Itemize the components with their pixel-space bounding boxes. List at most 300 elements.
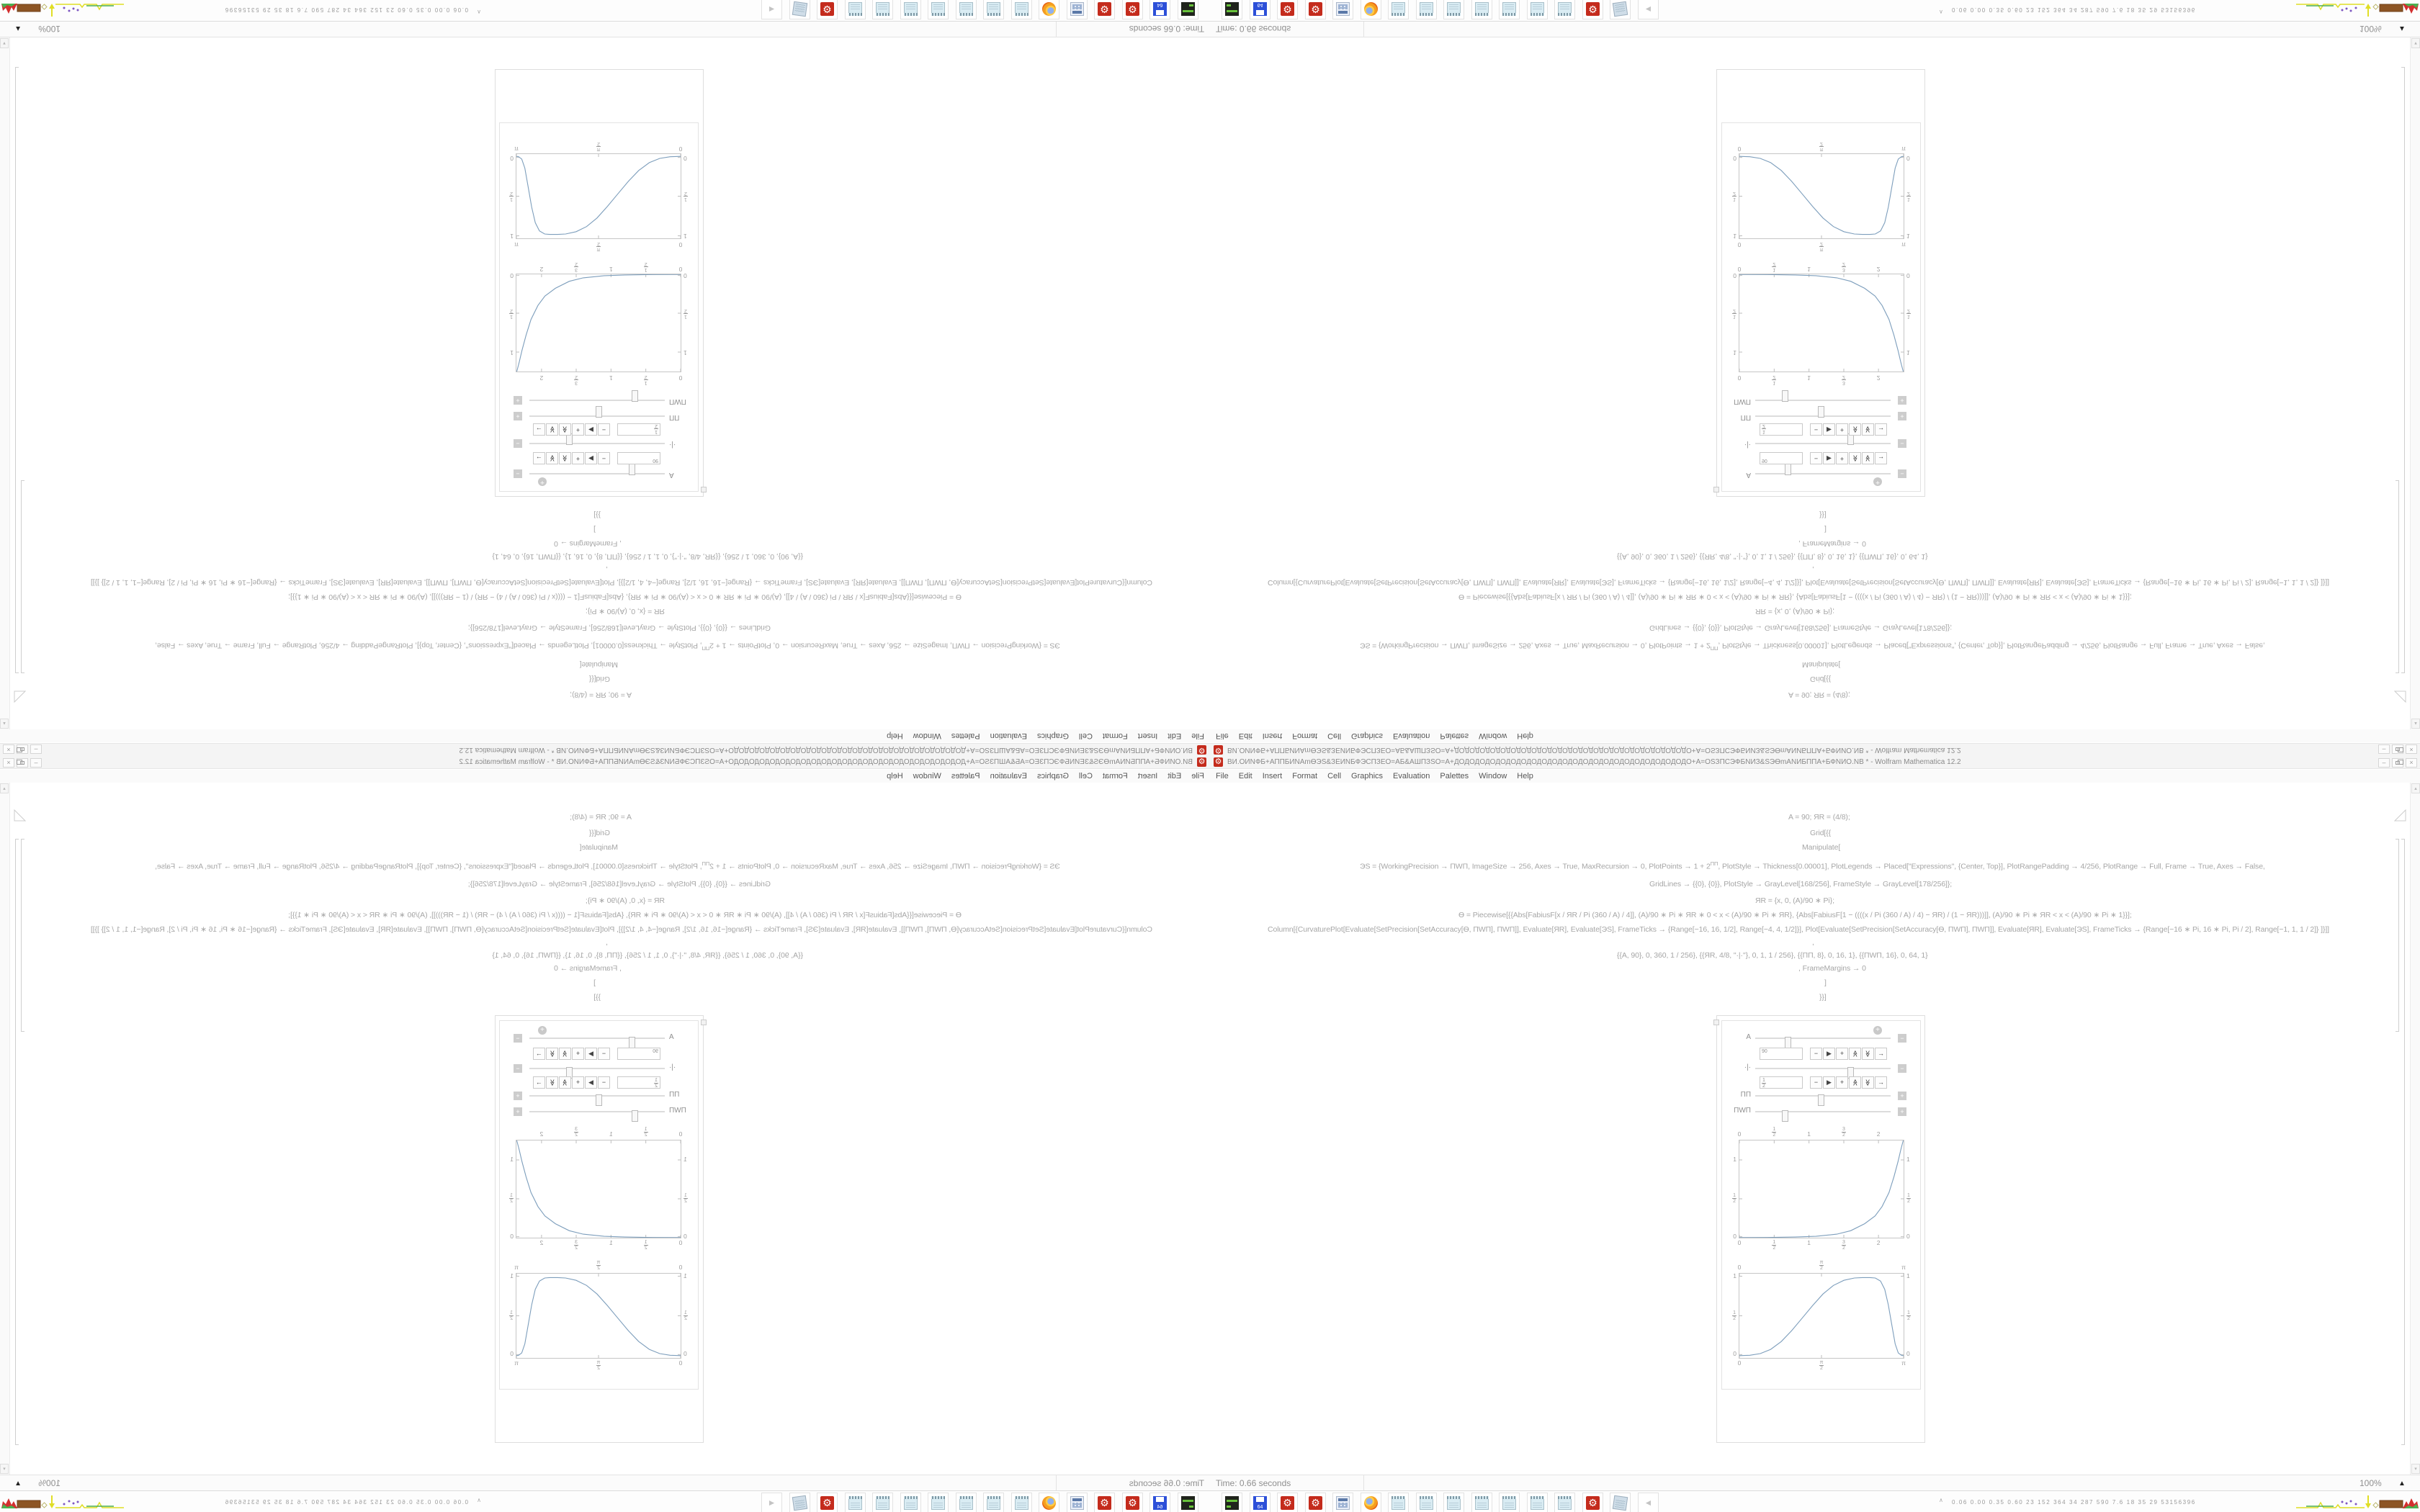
- code-line[interactable]: Grid[{{: [588, 675, 610, 683]
- slider-track[interactable]: [1755, 1095, 1891, 1097]
- menu-item-insert[interactable]: Insert: [1262, 772, 1283, 780]
- code-line[interactable]: ,: [606, 938, 608, 947]
- increment-button[interactable]: +: [1836, 1048, 1848, 1060]
- taskbar-speaker-icon[interactable]: [1638, 1493, 1659, 1512]
- close-button[interactable]: ×: [3, 758, 14, 768]
- collapse-control-icon[interactable]: −: [1898, 1034, 1906, 1043]
- cell-bracket-outer[interactable]: [2401, 839, 2405, 1445]
- faster-button[interactable]: ≪: [1849, 1048, 1861, 1060]
- minimize-button[interactable]: –: [2378, 758, 2390, 768]
- menu-item-cell[interactable]: Cell: [1078, 772, 1093, 780]
- taskbar-gear-icon[interactable]: [1305, 1493, 1326, 1512]
- taskbar-note-icon[interactable]: [1554, 1493, 1575, 1512]
- taskbar-drive-icon[interactable]: [1222, 1493, 1242, 1512]
- code-line[interactable]: {{A, 90}, 0, 360, 1 / 256}, {{ЯR, 4/8, "·|·"}, 0, 1, 1 / 256}, {{ПП, 8}, 0, 16, 1}, {{ПWП, 16}, 0, 64, 1}: [492, 951, 803, 960]
- restore-button[interactable]: [17, 744, 28, 754]
- manipulate-options-icon[interactable]: +: [538, 477, 547, 486]
- play-button[interactable]: ▶: [585, 1076, 597, 1089]
- value-input[interactable]: 90: [1760, 1048, 1803, 1060]
- taskbar-note-icon[interactable]: [1471, 1493, 1492, 1512]
- value-input[interactable]: 90: [617, 452, 660, 464]
- slider-thumb[interactable]: [629, 1037, 635, 1048]
- increment-button[interactable]: +: [1836, 423, 1848, 436]
- slider-thumb[interactable]: [1785, 1037, 1791, 1048]
- decrement-button[interactable]: −: [1810, 423, 1822, 436]
- taskbar-note-icon[interactable]: [928, 0, 949, 19]
- expand-control-icon[interactable]: +: [1898, 1092, 1906, 1100]
- taskbar-gear-icon[interactable]: [817, 1493, 838, 1512]
- menu-item-file[interactable]: File: [1216, 732, 1229, 740]
- decrement-button[interactable]: −: [598, 423, 610, 436]
- play-button[interactable]: ▶: [1823, 423, 1835, 436]
- taskbar-calc-icon[interactable]: [1332, 1493, 1353, 1512]
- code-line[interactable]: GridLines → {{0}, {0}}, PlotStyle → GrayLevel[168/256], FrameStyle → GrayLevel[178/256]};: [1649, 624, 1953, 632]
- taskbar-floppy-icon[interactable]: [1250, 1493, 1270, 1512]
- slider-thumb[interactable]: [1785, 464, 1791, 475]
- slower-button[interactable]: ≪: [1862, 1048, 1874, 1060]
- menu-item-edit[interactable]: Edit: [1168, 732, 1182, 740]
- collapse-control-icon[interactable]: −: [514, 1064, 522, 1073]
- menu-item-palettes[interactable]: Palettes: [951, 772, 980, 780]
- expand-control-icon[interactable]: +: [1898, 412, 1906, 420]
- decrement-button[interactable]: −: [1810, 452, 1822, 464]
- code-line[interactable]: GridLines → {{0}, {0}}, PlotStyle → GrayLevel[168/256], FrameStyle → GrayLevel[178/256]};: [467, 880, 771, 888]
- restore-button[interactable]: [2392, 758, 2403, 768]
- zoom-level-label[interactable]: 100%: [38, 24, 60, 34]
- faster-button[interactable]: ≪: [1849, 423, 1861, 436]
- code-line[interactable]: }}]: [593, 993, 601, 1002]
- code-line[interactable]: Grid[{{: [588, 829, 610, 837]
- expand-control-icon[interactable]: +: [514, 1107, 522, 1116]
- taskbar-note-icon[interactable]: [1527, 0, 1548, 19]
- increment-button[interactable]: +: [1836, 452, 1848, 464]
- taskbar-note-icon[interactable]: [1416, 0, 1437, 19]
- taskbar-note-icon[interactable]: [1554, 0, 1575, 19]
- decrement-button[interactable]: −: [1810, 1048, 1822, 1060]
- taskbar-firefox-icon[interactable]: [1361, 1493, 1381, 1512]
- taskbar-gear-icon[interactable]: [1582, 0, 1603, 19]
- taskbar-note-icon[interactable]: [928, 1493, 949, 1512]
- scroll-down-icon[interactable]: ▾: [0, 38, 9, 48]
- menu-item-window[interactable]: Window: [913, 772, 941, 780]
- zoom-level-label[interactable]: 100%: [38, 1478, 60, 1488]
- play-button[interactable]: ▶: [1823, 1048, 1835, 1060]
- minimize-button[interactable]: –: [2378, 744, 2390, 754]
- menu-item-graphics[interactable]: Graphics: [1351, 772, 1384, 780]
- value-input[interactable]: 90: [1760, 452, 1803, 464]
- zoom-dropdown-icon[interactable]: ▲: [14, 24, 22, 32]
- menu-item-file[interactable]: File: [1191, 772, 1204, 780]
- code-line[interactable]: Ѳ = Piecewise[{{Abs[FabiusF[x / ЯR / Pi (360 / A) / 4]], (A)/90 ∗ Pi ∗ ЯR ∗ 0 < x < (A)/90 ∗ Pi ∗ ЯR}, {Abs[FabiusF[1 − ((((x / Pi (360 / A) / 4) − ЯR) / (1 − ЯR)))]], (A)/90 ∗ Pi ∗ ЯR < x < (A)/90 ∗ Pi ∗ 1}}];: [1458, 911, 2132, 919]
- taskbar-gear-icon[interactable]: [1277, 0, 1298, 19]
- window-titlebar[interactable]: [1210, 756, 2420, 769]
- slider-track[interactable]: [529, 415, 665, 417]
- code-line[interactable]: Column[{CurvaturePlot[Evaluate[SetPrecision[SetAccuracy[Ѳ, ПWП], ПWП]], Evaluate[ЯR], Evaluate[ЭS], FrameTicks → {Range[−16, 16, 1/2], Range[−4, 4, 1/2]}], Plot[Evaluate[SetPrecision[SetAccuracy[Ѳ, ПWП], ПWП]], Evaluate[ЯR], Evaluate[ЭS], FrameTicks → {Range[−16 ∗ Pi, 16 ∗ Pi, Pi / 2], Range[−1, 1, 1 / 2]} ]}]]: [91, 925, 1152, 934]
- cell-bracket-inner[interactable]: [21, 839, 24, 1032]
- slider-track[interactable]: [1755, 415, 1891, 417]
- slower-button[interactable]: ≪: [546, 452, 558, 464]
- taskbar-floppy-icon[interactable]: [1250, 0, 1270, 19]
- taskbar-paper-icon[interactable]: [1610, 0, 1631, 19]
- code-line[interactable]: ,: [1812, 938, 1814, 947]
- code-line[interactable]: ЭS = {WorkingPrecision → ПWП, ImageSize → 256, Axes → True, MaxRecursion → 0, PlotPoints → $1 + 2^{ПП}$, PlotStyle → Thickness[0.00001], PlotLegends → Placed["Expressions", {Center, Top}], PlotRangePadding → 4/256, PlotRange → Full, Frame → True, Axes → False,: [1360, 860, 2265, 871]
- taskbar-note-icon[interactable]: [1499, 1493, 1520, 1512]
- taskbar-note-icon[interactable]: [872, 1493, 893, 1512]
- zoom-level-label[interactable]: 100%: [2360, 24, 2382, 34]
- taskbar-drive-icon[interactable]: [1178, 0, 1198, 19]
- taskbar-floppy-icon[interactable]: [1150, 0, 1170, 19]
- minimize-button[interactable]: –: [30, 758, 42, 768]
- zoom-dropdown-icon[interactable]: ▲: [2398, 24, 2406, 32]
- taskbar-note-icon[interactable]: [1443, 1493, 1464, 1512]
- taskbar-gear-icon[interactable]: [1094, 1493, 1115, 1512]
- slider-track[interactable]: [1755, 1111, 1891, 1112]
- minimize-button[interactable]: –: [30, 744, 42, 754]
- close-button[interactable]: ×: [2406, 744, 2417, 754]
- taskbar-gear-icon[interactable]: [1277, 1493, 1298, 1512]
- code-line[interactable]: ЯR = {x, 0, (A)/90 ∗ Pi};: [1755, 896, 1834, 905]
- menu-item-file[interactable]: File: [1216, 772, 1229, 780]
- menu-item-insert[interactable]: Insert: [1262, 732, 1283, 740]
- collapse-control-icon[interactable]: −: [1898, 439, 1906, 448]
- decrement-button[interactable]: −: [598, 452, 610, 464]
- menu-item-palettes[interactable]: Palettes: [1440, 732, 1469, 740]
- slider-track[interactable]: [529, 1068, 665, 1069]
- code-line[interactable]: ]: [593, 978, 596, 987]
- play-button[interactable]: ▶: [585, 423, 597, 436]
- menu-item-window[interactable]: Window: [1479, 772, 1507, 780]
- reset-button[interactable]: →: [533, 1076, 545, 1089]
- increment-button[interactable]: +: [572, 1076, 584, 1089]
- taskbar-note-icon[interactable]: [1011, 1493, 1032, 1512]
- code-line[interactable]: , FrameMargins → 0: [1798, 539, 1866, 548]
- menu-item-edit[interactable]: Edit: [1238, 732, 1252, 740]
- zoom-level-label[interactable]: 100%: [2360, 1478, 2382, 1488]
- taskbar-note-icon[interactable]: [845, 1493, 866, 1512]
- code-line[interactable]: Column[{CurvaturePlot[Evaluate[SetPrecision[SetAccuracy[Ѳ, ПWП], ПWП]], Evaluate[ЯR], Evaluate[ЭS], FrameTicks → {Range[−16, 16, 1/2], Range[−4, 4, 1/2]}], Plot[Evaluate[SetPrecision[SetAccuracy[Ѳ, ПWП], ПWП]], Evaluate[ЯR], Evaluate[ЭS], FrameTicks → {Range[−16 ∗ Pi, 16 ∗ Pi, Pi / 2], Range[−1, 1, 1 / 2]} ]}]]: [1268, 578, 2329, 587]
- decrement-button[interactable]: −: [1810, 1076, 1822, 1089]
- slider-thumb[interactable]: [596, 406, 602, 418]
- slider-thumb[interactable]: [596, 1094, 602, 1106]
- notebook-content[interactable]: [10, 37, 1210, 729]
- faster-button[interactable]: ≪: [559, 452, 571, 464]
- taskbar-firefox-icon[interactable]: [1039, 0, 1059, 19]
- menu-item-graphics[interactable]: Graphics: [1351, 732, 1384, 740]
- code-line[interactable]: ЯR = {x, 0, (A)/90 ∗ Pi};: [1755, 607, 1834, 616]
- slider-track[interactable]: [1755, 473, 1891, 474]
- play-button[interactable]: ▶: [585, 1048, 597, 1060]
- taskbar-calc-icon[interactable]: [1067, 0, 1088, 19]
- code-line[interactable]: GridLines → {{0}, {0}}, PlotStyle → GrayLevel[168/256], FrameStyle → GrayLevel[178/256]};: [467, 624, 771, 632]
- restore-button[interactable]: [2392, 744, 2403, 754]
- taskbar-note-icon[interactable]: [1388, 0, 1409, 19]
- cell-bracket-inner[interactable]: [2396, 839, 2399, 1032]
- code-line[interactable]: Manipulate[: [579, 843, 618, 852]
- reset-button[interactable]: →: [533, 423, 545, 436]
- slider-track[interactable]: [1755, 1038, 1891, 1039]
- taskbar-speaker-icon[interactable]: [1638, 0, 1659, 19]
- code-line[interactable]: ]: [593, 525, 596, 534]
- value-input[interactable]: 90: [617, 1048, 660, 1060]
- taskbar-gear-icon[interactable]: [1122, 0, 1143, 19]
- notebook-content[interactable]: [1210, 37, 2410, 729]
- close-button[interactable]: ×: [2406, 758, 2417, 768]
- slower-button[interactable]: ≪: [546, 1048, 558, 1060]
- taskbar-paper-icon[interactable]: [1610, 1493, 1631, 1512]
- code-line[interactable]: Ѳ = Piecewise[{{Abs[FabiusF[x / ЯR / Pi (360 / A) / 4]], (A)/90 ∗ Pi ∗ ЯR ∗ 0 < x < (A)/90 ∗ Pi ∗ ЯR}, {Abs[FabiusF[1 − ((((x / Pi (360 / A) / 4) − ЯR) / (1 − ЯR)))]], (A)/90 ∗ Pi ∗ ЯR < x < (A)/90 ∗ Pi ∗ 1}}];: [1458, 593, 2132, 601]
- taskbar-gear-icon[interactable]: [1305, 0, 1326, 19]
- close-button[interactable]: ×: [3, 744, 14, 754]
- code-line[interactable]: Column[{CurvaturePlot[Evaluate[SetPrecision[SetAccuracy[Ѳ, ПWП], ПWП]], Evaluate[ЯR], Evaluate[ЭS], FrameTicks → {Range[−16, 16, 1/2], Range[−4, 4, 1/2]}], Plot[Evaluate[SetPrecision[SetAccuracy[Ѳ, ПWП], ПWП]], Evaluate[ЯR], Evaluate[ЭS], FrameTicks → {Range[−16 ∗ Pi, 16 ∗ Pi, Pi / 2], Range[−1, 1, 1 / 2]} ]}]]: [1268, 925, 2329, 934]
- taskbar-note-icon[interactable]: [1011, 0, 1032, 19]
- taskbar-firefox-icon[interactable]: [1361, 0, 1381, 19]
- reset-button[interactable]: →: [1875, 1048, 1887, 1060]
- code-line[interactable]: Grid[{{: [1810, 675, 1832, 683]
- taskbar-note-icon[interactable]: [1527, 1493, 1548, 1512]
- taskbar-note-icon[interactable]: [1443, 0, 1464, 19]
- slider-thumb[interactable]: [629, 464, 635, 475]
- slider-track[interactable]: [529, 1111, 665, 1112]
- menu-item-format[interactable]: Format: [1102, 772, 1128, 780]
- play-button[interactable]: ▶: [1823, 452, 1835, 464]
- code-line[interactable]: ЯR = {x, 0, (A)/90 ∗ Pi};: [586, 607, 665, 616]
- menu-item-evaluation[interactable]: Evaluation: [990, 732, 1027, 740]
- scroll-down-icon[interactable]: ▾: [2411, 1464, 2420, 1474]
- vertical-scrollbar[interactable]: [2410, 37, 2420, 729]
- slower-button[interactable]: ≪: [1862, 452, 1874, 464]
- code-line[interactable]: ЭS = {WorkingPrecision → ПWП, ImageSize → 256, Axes → True, MaxRecursion → 0, PlotPoints → $1 + 2^{ПП}$, PlotStyle → Thickness[0.00001], PlotLegends → Placed["Expressions", {Center, Top}], PlotRangePadding → 4/256, PlotRange → Full, Frame → True, Axes → False,: [1360, 641, 2265, 652]
- manipulate-options-icon[interactable]: +: [1873, 1026, 1882, 1035]
- code-line[interactable]: Manipulate[: [579, 660, 618, 669]
- menu-item-cell[interactable]: Cell: [1327, 732, 1342, 740]
- scroll-up-icon[interactable]: ▴: [0, 719, 9, 729]
- collapse-control-icon[interactable]: −: [1898, 469, 1906, 478]
- faster-button[interactable]: ≪: [1849, 452, 1861, 464]
- slider-thumb[interactable]: [632, 390, 638, 402]
- code-line[interactable]: A = 90; ЯR = (4/8);: [570, 690, 632, 699]
- code-line[interactable]: {{A, 90}, 0, 360, 1 / 256}, {{ЯR, 4/8, "·|·"}, 0, 1, 1 / 256}, {{ПП, 8}, 0, 16, 1}, {{ПWП, 16}, 0, 64, 1}: [1617, 552, 1928, 561]
- slider-thumb[interactable]: [1782, 390, 1788, 402]
- value-input[interactable]: $\frac{1}{2}$: [1760, 1076, 1803, 1089]
- taskbar-paper-icon[interactable]: [789, 0, 810, 19]
- scroll-up-icon[interactable]: ▴: [0, 783, 9, 793]
- taskbar-paper-icon[interactable]: [789, 1493, 810, 1512]
- expand-control-icon[interactable]: +: [514, 1092, 522, 1100]
- code-line[interactable]: Ѳ = Piecewise[{{Abs[FabiusF[x / ЯR / Pi (360 / A) / 4]], (A)/90 ∗ Pi ∗ ЯR ∗ 0 < x < (A)/90 ∗ Pi ∗ ЯR}, {Abs[FabiusF[1 − ((((x / Pi (360 / A) / 4) − ЯR) / (1 − ЯR)))]], (A)/90 ∗ Pi ∗ ЯR < x < (A)/90 ∗ Pi ∗ 1}}];: [288, 593, 962, 601]
- scroll-down-icon[interactable]: ▾: [0, 1464, 9, 1474]
- slider-track[interactable]: [529, 473, 665, 474]
- slider-track[interactable]: [1755, 400, 1891, 401]
- code-line[interactable]: , FrameMargins → 0: [1798, 964, 1866, 973]
- faster-button[interactable]: ≪: [1849, 1076, 1861, 1089]
- slider-track[interactable]: [1755, 1068, 1891, 1069]
- increment-button[interactable]: +: [572, 423, 584, 436]
- taskbar-note-icon[interactable]: [900, 1493, 921, 1512]
- menu-item-evaluation[interactable]: Evaluation: [1393, 732, 1430, 740]
- reset-button[interactable]: →: [1875, 452, 1887, 464]
- reset-button[interactable]: →: [1875, 423, 1887, 436]
- reset-button[interactable]: →: [533, 1048, 545, 1060]
- cell-bracket-outer[interactable]: [2401, 67, 2405, 673]
- taskbar-drive-icon[interactable]: [1222, 0, 1242, 19]
- slider-thumb[interactable]: [632, 1110, 638, 1122]
- restore-button[interactable]: [17, 758, 28, 768]
- zoom-dropdown-icon[interactable]: ▲: [14, 1480, 22, 1488]
- slower-button[interactable]: ≪: [546, 1076, 558, 1089]
- cell-bracket-outer[interactable]: [15, 67, 19, 673]
- code-line[interactable]: ]: [1824, 525, 1827, 534]
- menu-item-format[interactable]: Format: [1292, 732, 1318, 740]
- slider-track[interactable]: [529, 400, 665, 401]
- code-line[interactable]: , FrameMargins → 0: [554, 964, 622, 973]
- menu-item-help[interactable]: Help: [887, 772, 903, 780]
- scroll-down-icon[interactable]: ▾: [2411, 38, 2420, 48]
- collapse-control-icon[interactable]: −: [514, 1034, 522, 1043]
- taskbar-note-icon[interactable]: [872, 0, 893, 19]
- decrement-button[interactable]: −: [598, 1048, 610, 1060]
- notebook-content[interactable]: [10, 783, 1210, 1475]
- menu-item-insert[interactable]: Insert: [1137, 732, 1158, 740]
- taskbar-note-icon[interactable]: [845, 0, 866, 19]
- code-line[interactable]: ]: [1824, 978, 1827, 987]
- faster-button[interactable]: ≪: [559, 423, 571, 436]
- slider-thumb[interactable]: [1818, 406, 1824, 418]
- expand-control-icon[interactable]: +: [514, 412, 522, 420]
- taskbar-note-icon[interactable]: [1499, 0, 1520, 19]
- vertical-scrollbar[interactable]: [0, 37, 10, 729]
- taskbar-drive-icon[interactable]: [1178, 1493, 1198, 1512]
- taskbar-note-icon[interactable]: [956, 1493, 977, 1512]
- window-titlebar[interactable]: [1210, 743, 2420, 756]
- value-input[interactable]: 1 2: [1760, 423, 1803, 436]
- slider-thumb[interactable]: [1818, 1094, 1824, 1106]
- cell-bracket-outer[interactable]: [15, 839, 19, 1445]
- code-line[interactable]: {{A, 90}, 0, 360, 1 / 256}, {{ЯR, 4/8, "·|·"}, 0, 1, 1 / 256}, {{ПП, 8}, 0, 16, 1}, {{ПWП, 16}, 0, 64, 1}: [492, 552, 803, 561]
- taskbar-speaker-icon[interactable]: [761, 1493, 782, 1512]
- code-line[interactable]: A = 90; ЯR = (4/8);: [1788, 813, 1850, 822]
- menu-item-graphics[interactable]: Graphics: [1036, 732, 1069, 740]
- code-line[interactable]: {{A, 90}, 0, 360, 1 / 256}, {{ЯR, 4/8, "·|·"}, 0, 1, 1 / 256}, {{ПП, 8}, 0, 16, 1}, {{ПWП, 16}, 0, 64, 1}: [1617, 951, 1928, 960]
- play-button[interactable]: ▶: [585, 452, 597, 464]
- menu-item-format[interactable]: Format: [1292, 772, 1318, 780]
- reset-button[interactable]: →: [1875, 1076, 1887, 1089]
- taskbar-gear-icon[interactable]: [817, 0, 838, 19]
- faster-button[interactable]: ≪: [559, 1048, 571, 1060]
- menu-item-help[interactable]: Help: [887, 732, 903, 740]
- menu-item-graphics[interactable]: Graphics: [1036, 772, 1069, 780]
- collapse-control-icon[interactable]: −: [514, 469, 522, 478]
- menu-item-help[interactable]: Help: [1517, 772, 1533, 780]
- vertical-scrollbar[interactable]: [0, 783, 10, 1475]
- collapse-control-icon[interactable]: −: [1898, 1064, 1906, 1073]
- taskbar-calc-icon[interactable]: [1067, 1493, 1088, 1512]
- taskbar-gear-icon[interactable]: [1122, 1493, 1143, 1512]
- play-button[interactable]: ▶: [1823, 1076, 1835, 1089]
- code-line[interactable]: A = 90; ЯR = (4/8);: [570, 813, 632, 822]
- code-line[interactable]: ЯR = {x, 0, (A)/90 ∗ Pi};: [586, 896, 665, 905]
- expand-control-icon[interactable]: +: [1898, 1107, 1906, 1116]
- collapse-control-icon[interactable]: −: [514, 439, 522, 448]
- slower-button[interactable]: ≪: [546, 423, 558, 436]
- value-input[interactable]: 1 2: [617, 423, 660, 436]
- menu-item-evaluation[interactable]: Evaluation: [1393, 772, 1430, 780]
- menu-item-palettes[interactable]: Palettes: [951, 732, 980, 740]
- code-line[interactable]: }}]: [1819, 510, 1827, 519]
- menu-item-edit[interactable]: Edit: [1238, 772, 1252, 780]
- slider-thumb[interactable]: [1782, 1110, 1788, 1122]
- taskbar-note-icon[interactable]: [956, 0, 977, 19]
- taskbar-note-icon[interactable]: [983, 1493, 1004, 1512]
- value-input[interactable]: $\frac{1}{2}$: [617, 1076, 660, 1089]
- slider-track[interactable]: [529, 443, 665, 444]
- taskbar-note-icon[interactable]: [1388, 1493, 1409, 1512]
- menu-item-cell[interactable]: Cell: [1327, 772, 1342, 780]
- increment-button[interactable]: +: [572, 1048, 584, 1060]
- menu-item-edit[interactable]: Edit: [1168, 772, 1182, 780]
- expand-control-icon[interactable]: +: [1898, 396, 1906, 405]
- scroll-up-icon[interactable]: ▴: [2411, 783, 2420, 793]
- taskbar-note-icon[interactable]: [1471, 0, 1492, 19]
- code-line[interactable]: Grid[{{: [1810, 829, 1832, 837]
- manipulate-options-icon[interactable]: +: [538, 1026, 547, 1035]
- menu-item-window[interactable]: Window: [1479, 732, 1507, 740]
- slower-button[interactable]: ≪: [1862, 1076, 1874, 1089]
- slider-track[interactable]: [529, 1095, 665, 1097]
- taskbar-speaker-icon[interactable]: [761, 0, 782, 19]
- expand-control-icon[interactable]: +: [514, 396, 522, 405]
- increment-button[interactable]: +: [1836, 1076, 1848, 1089]
- window-titlebar[interactable]: [0, 743, 1210, 756]
- taskbar-note-icon[interactable]: [900, 0, 921, 19]
- taskbar-floppy-icon[interactable]: [1150, 1493, 1170, 1512]
- scroll-up-icon[interactable]: ▴: [2411, 719, 2420, 729]
- menu-item-window[interactable]: Window: [913, 732, 941, 740]
- taskbar-calc-icon[interactable]: [1332, 0, 1353, 19]
- vertical-scrollbar[interactable]: [2410, 783, 2420, 1475]
- taskbar-gear-icon[interactable]: [1094, 0, 1115, 19]
- code-line[interactable]: ,: [606, 565, 608, 574]
- slower-button[interactable]: ≪: [1862, 423, 1874, 436]
- decrement-button[interactable]: −: [598, 1076, 610, 1089]
- faster-button[interactable]: ≪: [559, 1076, 571, 1089]
- menu-item-cell[interactable]: Cell: [1078, 732, 1093, 740]
- taskbar-note-icon[interactable]: [983, 0, 1004, 19]
- code-line[interactable]: , FrameMargins → 0: [554, 539, 622, 548]
- code-line[interactable]: Column[{CurvaturePlot[Evaluate[SetPrecision[SetAccuracy[Ѳ, ПWП], ПWП]], Evaluate[ЯR], Evaluate[ЭS], FrameTicks → {Range[−16, 16, 1/2], Range[−4, 4, 1/2]}], Plot[Evaluate[SetPrecision[SetAccuracy[Ѳ, ПWП], ПWП]], Evaluate[ЯR], Evaluate[ЭS], FrameTicks → {Range[−16 ∗ Pi, 16 ∗ Pi, Pi / 2], Range[−1, 1, 1 / 2]} ]}]]: [91, 578, 1152, 587]
- menu-item-format[interactable]: Format: [1102, 732, 1128, 740]
- taskbar-gear-icon[interactable]: [1582, 1493, 1603, 1512]
- notebook-content[interactable]: [1210, 783, 2410, 1475]
- zoom-dropdown-icon[interactable]: ▲: [2398, 1480, 2406, 1488]
- increment-button[interactable]: +: [572, 452, 584, 464]
- code-line[interactable]: }}]: [593, 510, 601, 519]
- cell-bracket-inner[interactable]: [2396, 480, 2399, 673]
- code-line[interactable]: Manipulate[: [1802, 843, 1841, 852]
- slider-track[interactable]: [529, 1038, 665, 1039]
- menu-item-palettes[interactable]: Palettes: [1440, 772, 1469, 780]
- taskbar-firefox-icon[interactable]: [1039, 1493, 1059, 1512]
- reset-button[interactable]: →: [533, 452, 545, 464]
- code-line[interactable]: A = 90; ЯR = (4/8);: [1788, 690, 1850, 699]
- code-line[interactable]: GridLines → {{0}, {0}}, PlotStyle → GrayLevel[168/256], FrameStyle → GrayLevel[178/256]};: [1649, 880, 1953, 888]
- taskbar-note-icon[interactable]: [1416, 1493, 1437, 1512]
- menu-item-evaluation[interactable]: Evaluation: [990, 772, 1027, 780]
- menu-item-help[interactable]: Help: [1517, 732, 1533, 740]
- cell-bracket-inner[interactable]: [21, 480, 24, 673]
- code-line[interactable]: ЭS = {WorkingPrecision → ПWП, ImageSize → 256, Axes → True, MaxRecursion → 0, PlotPoints → $1 + 2^{ПП}$, PlotStyle → Thickness[0.00001], PlotLegends → Placed["Expressions", {Center, Top}], PlotRangePadding → 4/256, PlotRange → Full, Frame → True, Axes → False,: [155, 860, 1060, 871]
- menu-item-insert[interactable]: Insert: [1137, 772, 1158, 780]
- code-line[interactable]: ,: [1812, 565, 1814, 574]
